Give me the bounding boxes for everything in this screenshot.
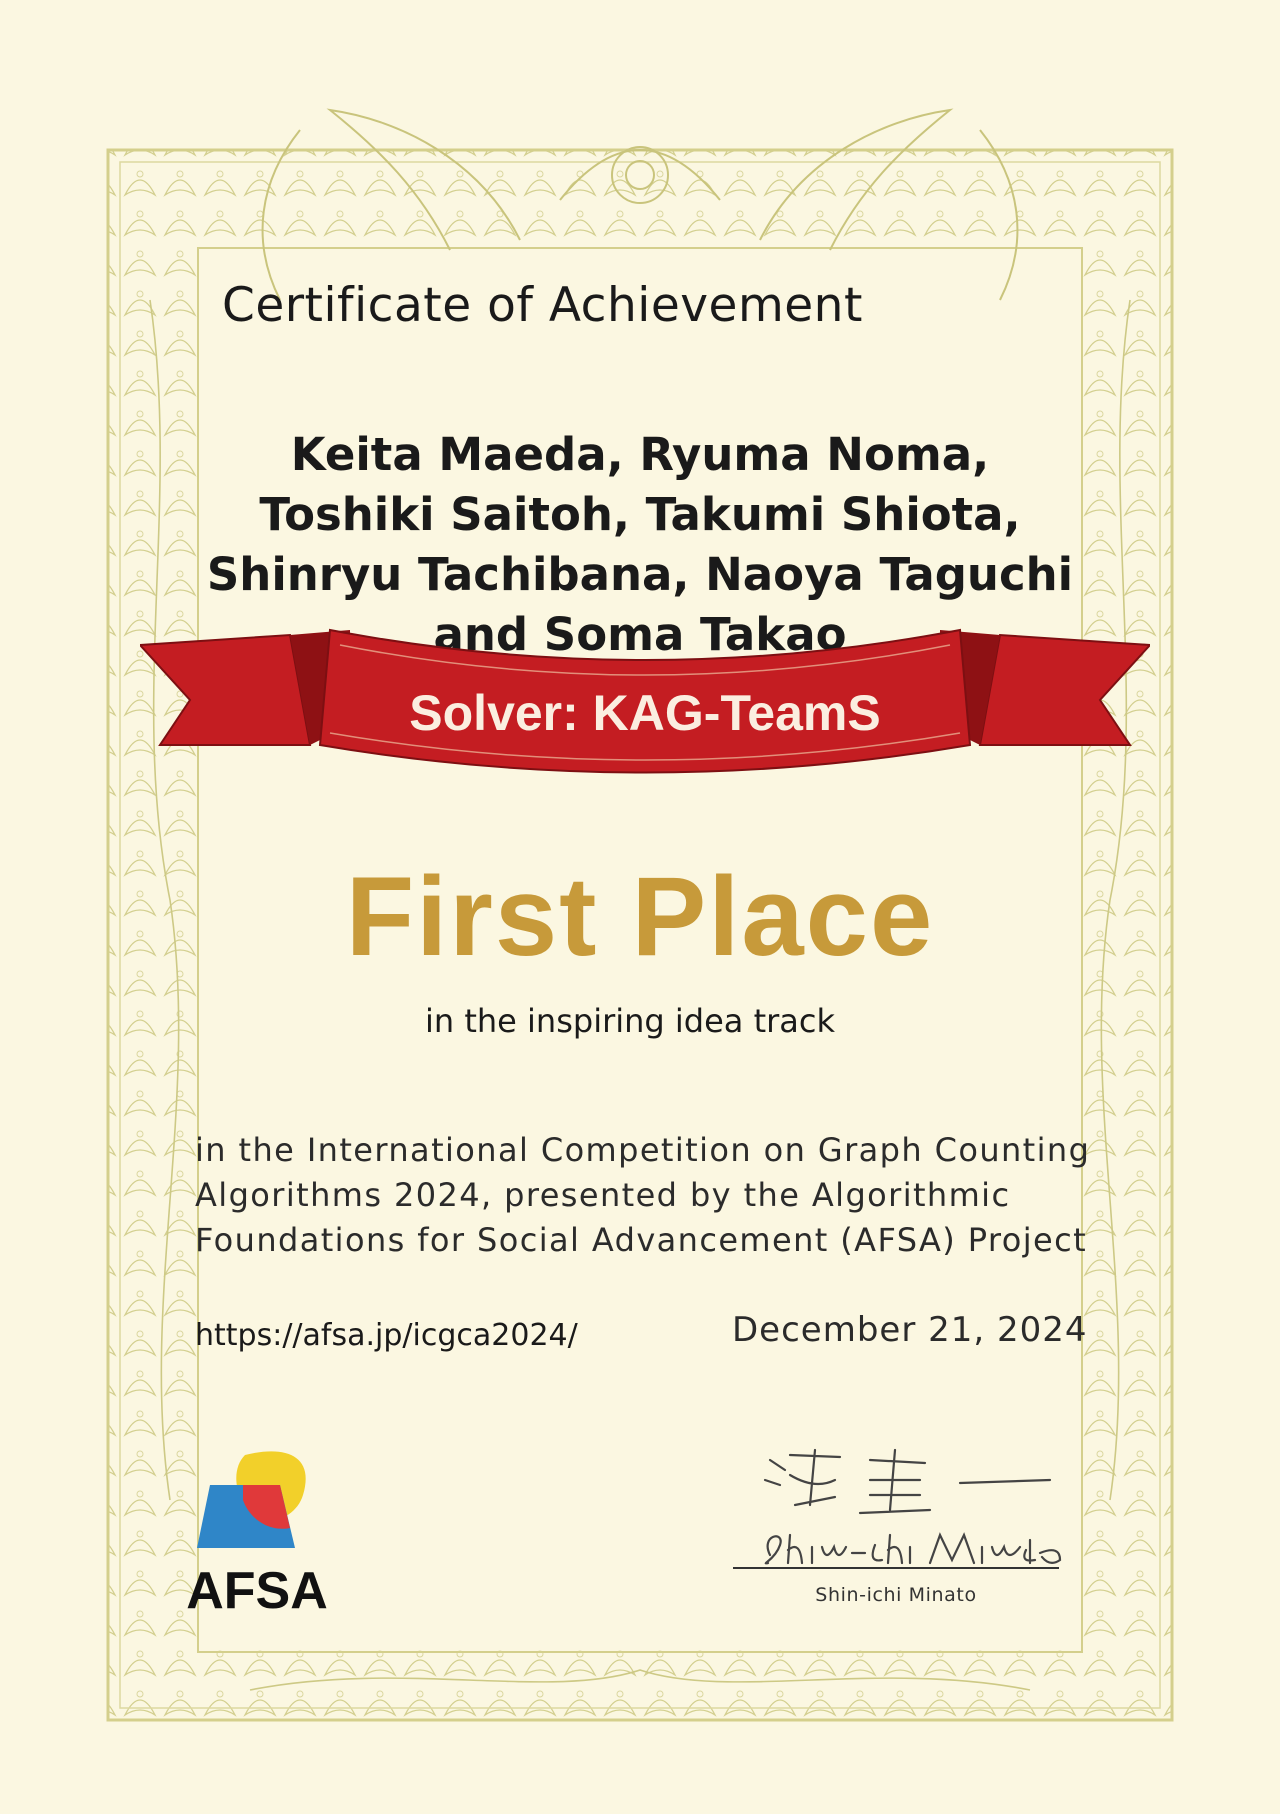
recipients-line-4: and Soma Takao — [433, 608, 847, 661]
handwritten-signature — [730, 1435, 1070, 1585]
afsa-logo-text: AFSA — [186, 1562, 328, 1620]
ribbon-banner — [140, 605, 1150, 795]
certificate-title: Certificate of Achievement — [222, 278, 863, 333]
description-line-2: Algorithms 2024, presented by the Algorithmic — [195, 1176, 1011, 1214]
recipients-line-1: Keita Maeda, Ryuma Noma, — [290, 428, 990, 481]
track-text: in the inspiring idea track — [425, 1002, 835, 1040]
award-title: First Place — [345, 854, 935, 979]
certificate-date: December 21, 2024 — [732, 1310, 1088, 1350]
description-line-3: Foundations for Social Advancement (AFSA) Project — [195, 1221, 1088, 1259]
signature-line — [733, 1567, 1059, 1569]
signer-name: Shin-ichi Minato — [815, 1584, 977, 1606]
description-line-1: in the International Competition on Graph Counting — [195, 1131, 1091, 1169]
afsa-logo-icon — [175, 1440, 355, 1620]
ribbon-text: Solver: KAG-TeamS — [409, 685, 881, 741]
recipients-line-3: Shinryu Tachibana, Naoya Taguchi — [206, 548, 1074, 601]
recipients-line-2: Toshiki Saitoh, Takumi Shiota, — [259, 488, 1021, 541]
competition-url: https://afsa.jp/icgca2024/ — [195, 1318, 578, 1353]
